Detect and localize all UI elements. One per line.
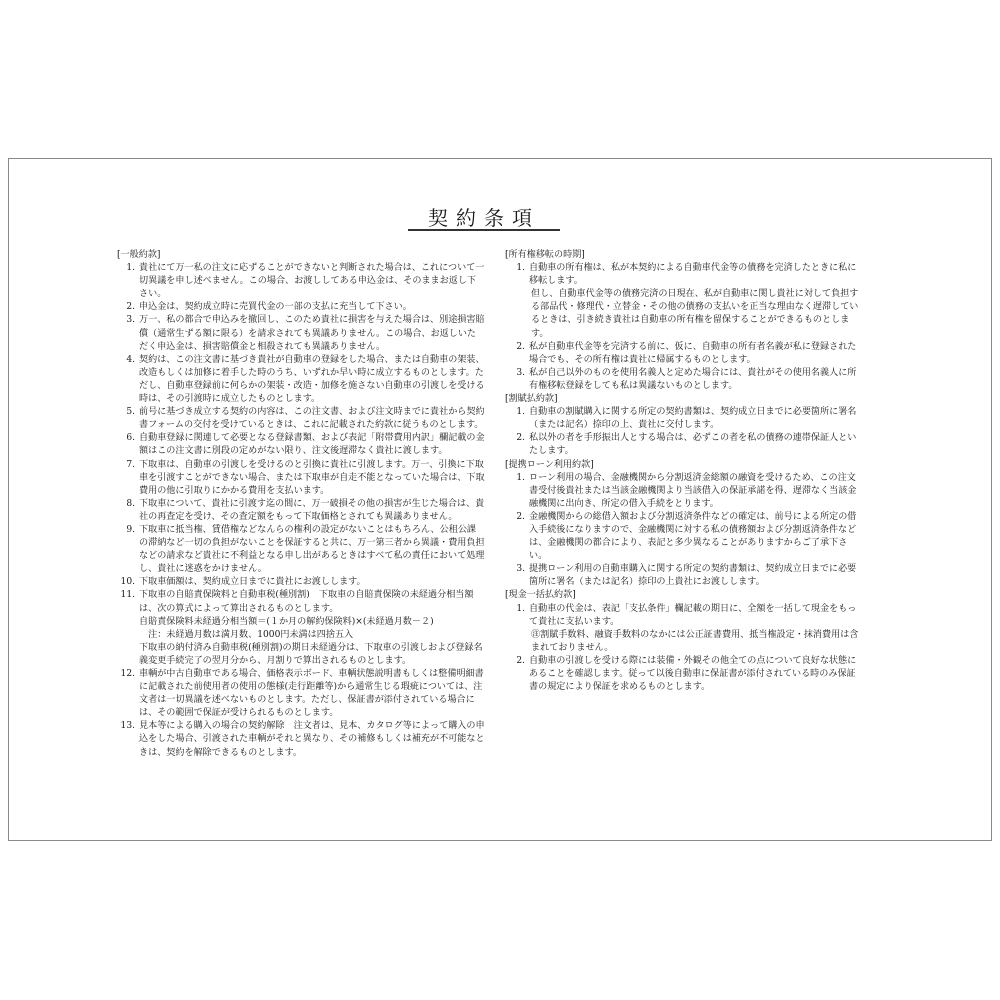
clause-subtext: 但し、自動車代金等の債務完済の日現在、私が自動車に関し貴社に対して負担する部品代・修理代・立替金・その他の債務の支払いを正当な理由なく遅滞しているときは、引き続き貴社は自動車の所有権を留保することができるものとします。 [531,289,859,339]
clause-text: 下取車の自賠責保険料と自動車税(種別割) 下取車の自賠責保険の未経過分相当額は、次の算式によって算出されるものとします。 [139,590,474,614]
clause-item [505,432,860,458]
section-heading: [現金一括払約款] [505,590,576,601]
clause-item [117,720,485,759]
clause-number: 3. [126,315,135,326]
clause-subtext: ㊟割賦手数料、融資手数料のなかには公正証書費用、抵当権設定・抹消費用は含まれておりません。 [531,629,859,653]
clause-text: 提携ローン利用の自動車購入に関する所定の契約書類は、契約成立日までに必要箇所に署名（または記名）捺印の上貴社にお渡しします。 [529,564,857,588]
clause-item [117,668,485,720]
clause-number: 1. [516,472,525,483]
clause-number: 1. [516,407,525,418]
clause-subtext: 注：未経過月数は満月数、1000円未満は四捨五入 [139,629,354,640]
clause-number: 1. [126,263,135,274]
clause-number: 12. [120,669,135,679]
clause-item [117,524,485,576]
clause-text: 自動車の代金は、表記「支払条件」欄記載の期日に、全額を一括して現金をもって貴社に支払います。 [529,603,857,627]
clause-item [505,341,860,367]
clause-item [505,472,860,511]
clause-number: 2. [516,655,525,666]
clause-text: 下取車価額は、契約成立日までに貴社にお渡しします。 [139,577,366,588]
clause-item [505,262,860,288]
document-title: 契約条項 [428,206,540,230]
clause-item [505,367,860,393]
clause-item [117,576,485,589]
title-underline [408,229,560,231]
clause-number: 10. [120,577,135,588]
clause-text: 貴社にて万一私の注文に応ずることができないと判断された場合は、これについて一切異議を申し述べません。この場合、お渡ししてある申込金は、そのままお返し下さい。 [139,263,485,300]
clause-text: 申込金は、契約成立時に売買代金の一部の支払に充当して下さい。 [139,302,412,313]
clause-number: 3. [516,564,525,575]
clause-item [117,314,485,353]
section-heading: [割賦払約款] [505,394,558,405]
clause-text: 私以外の者を手形振出人とする場合は、必ずこの者を私の債務の連帯保証人といたします。 [529,433,857,457]
clause-item [117,354,485,406]
clause-item [117,301,485,314]
left-column [117,249,485,760]
clause-number: 6. [126,433,135,444]
clause-text: 自動車登録に関連して必要となる登録書類、および表記「附帯費用内訳」欄記載の金額はこの注文書に別段の定めがない限り、注文後遅滞なく貴社に渡します。 [139,433,485,457]
clause-item [117,432,485,458]
right-column [505,249,860,694]
clause-subtext: 自賠責保険料未経過分相当額＝(１か月の解約保険料)×(未経過月数－２) [139,616,434,627]
clause-number: 7. [126,459,135,470]
clause-number: 11. [120,590,135,601]
clause-text: 契約は、この注文書に基づき貴社が自動車の登録をした場合、または自動車の架装、改造もしくは加修に着手した時のうち、いずれか早い時に成立するものとします。ただし、自動車登録前に何らかの架装・改造・加修を施さない自動車の引渡しを受ける時は、その引渡時に成立したものとします。 [139,354,485,405]
clause-text: 自動車の割賦購入に関する所定の契約書類は、契約成立日までに必要箇所に署名（または記名）捺印の上、貴社に交付します。 [529,407,857,431]
clause-text: 下取車について、貴社に引渡す迄の間に、万一破損その他の損害が生じた場合は、貴社の再査定を受け、その査定額をもって下取価格とされても異議ありません。 [139,498,485,522]
clause-item [505,655,860,694]
clause-item [117,262,485,301]
clause-text: 見本等による購入の場合の契約解除 注文者は、見本、カタログ等によって購入の申込をした場合、引渡された車輌がそれと異なり、その補修もしくは補充が不可能なときは、契約を解除できるものとします。 [139,721,485,758]
clause-text: 金融機関からの総借入額および分割返済条件などの確定は、前号による所定の借入手続後になりますので、金融機関に対する私の債務額および分割返済条件などは、金融機関の都合により、表記と多少異なることがありますからご了承下さい。 [529,511,857,562]
clause-item [505,563,860,589]
clause-text: 私が自己以外のものを使用名義人と定めた場合には、貴社がその使用名義人に所有権移転登録をしても私は異議ないものとします。 [529,367,857,391]
clause-text: 下取車に抵当権、賃借権などなんらの権利の設定がないことはもちろん、公租公課の滞納など一切の負担がないことを保証すると共に、万一第三者から異議・費用負担などの請求など貴社に不利益となる申し出があるときはすべて私の責任において処理し、貴社に迷惑をかけません。 [139,524,485,575]
clause-number: 5. [126,407,135,418]
clause-number: 1. [516,263,525,274]
clause-number: 2. [516,511,525,522]
clause-item [117,498,485,524]
clause-text: ローン利用の場合、金融機関から分割返済金総額の融資を受けるため、この注文書受付後貴社または当該金融機関より当該借入の保証承諾を得、遅滞なく当該金融機関に出向き、所定の借入手続をとります。 [529,472,857,509]
clause-number: 2. [516,433,525,444]
clause-number: 1. [516,603,525,614]
clause-number: 2. [516,341,525,352]
clause-item [117,459,485,498]
clause-text: 車輌が中古自動車である場合、価格表示ボード、車輌状態説明書もしくは整備明細書に記載された前使用者の使用の態様(走行距離等)から通常生じる瑕疵については、注文者は一切異議を述べないものとします。ただし、保証書が添付されている場合には、その範囲で保証が受けられるものとします。 [139,669,484,719]
clause-subtext: 下取車の納付済み自動車税(種別割)の期日未経過分は、下取車の引渡しおよび登録名義変更手続完了の翌月分から、月割りで算出されるものとします。 [139,642,483,666]
clause-text: 万一、私の都合で申込みを撤回し、このため貴社に損害を与えた場合は、別途損害賠償（通常生ずる額に限る）を請求されても異議ありません。この場合、お返しいただく申込金は、損害賠償金と相殺されても異議ありません。 [139,315,485,352]
clause-number: 13. [120,721,135,732]
section-heading: [所有権移転の時期] [505,250,585,260]
clause-item [505,406,860,432]
clause-number: 9. [126,524,135,535]
clause-text: 前号に基づき成立する契約の内容は、この注文書、および注文時までに貴社から契約書フォームの交付を受けているときは、これに記載された約款に従うものとします。 [139,407,485,431]
section-heading: [一般約款] [117,250,161,260]
clause-item [505,511,860,563]
clause-text: 自動車の所有権は、私が本契約による自動車代金等の債務を完済したときに私に移転します。 [529,263,857,287]
clause-number: 8. [126,498,135,509]
clause-text: 自動車の引渡しを受ける際には装備・外観その他全ての点について良好な状態にあることを確認します。従って以後自動車に保証書が添付されている時のみ保証書の規定により保証を求めるものとします。 [529,655,857,693]
section-heading: [提携ローン利用約款] [505,459,594,470]
clause-item [505,603,860,629]
clause-number: 2. [126,302,135,313]
clause-text: 私が自動車代金等を完済する前に、仮に、自動車の所有者名義が私に登録された場合でも、その所有権は貴社に帰属するものとします。 [529,341,857,365]
clause-item [117,406,485,432]
clause-number: 3. [516,367,525,378]
clause-text: 下取車は、自動車の引渡しを受けるのと引換に貴社に引渡します。万一、引換に下取車を引渡すことができない場合、または下取車が自走不能となっていた場合は、下取費用の他に引取りにかかる費用を支払います。 [139,459,485,496]
clause-item [117,589,485,615]
clause-number: 4. [126,354,135,365]
